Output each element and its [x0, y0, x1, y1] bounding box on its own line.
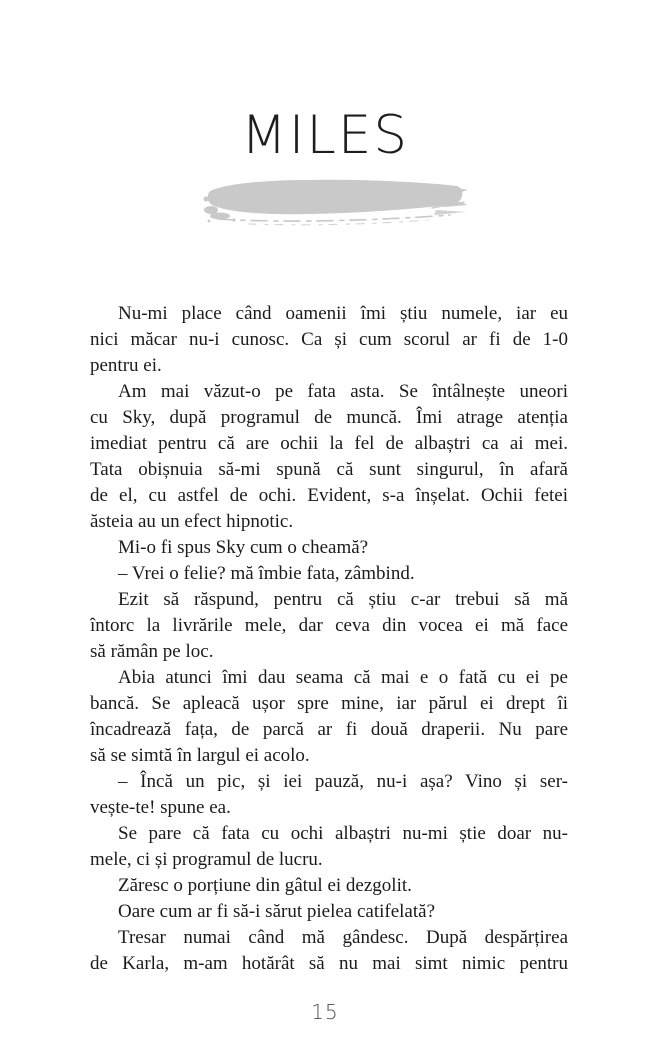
- text-line: întorc la livrările mele, dar ceva din vocea ei mă face: [90, 615, 568, 636]
- paragraph: [90, 379, 568, 535]
- paragraph: [90, 899, 568, 925]
- text-line: ăsteia au un efect hipnotic.: [90, 511, 294, 532]
- paragraph: [90, 873, 568, 899]
- text-line: Mi-o fi spus Sky cum o cheamă?: [118, 537, 369, 558]
- brush-stroke-icon: [200, 175, 468, 229]
- text-line: bancă. Se apleacă ușor spre mine, iar părul ei drept îi: [90, 693, 568, 714]
- chapter-title: MILES: [240, 105, 410, 166]
- text-line: Tresar numai când mă gândesc. După despărțirea: [118, 927, 568, 948]
- text-line: de el, cu astfel de ochi. Evident, s-a înșelat. Ochii fetei: [90, 485, 568, 506]
- text-line: să rămân pe loc.: [90, 641, 214, 662]
- text-line: să se simtă în largul ei acolo.: [90, 745, 310, 766]
- paragraph: [90, 821, 568, 873]
- page-number: 15: [311, 1000, 339, 1024]
- text-line: pentru ei.: [90, 355, 162, 376]
- text-line: Zăresc o porțiune din gâtul ei dezgolit.: [118, 875, 412, 896]
- text-line: – Vrei o felie? mă îmbie fata, zâmbind.: [118, 563, 415, 584]
- paragraph: [90, 561, 568, 587]
- brush-stroke-decoration: [200, 175, 468, 229]
- paragraph: [90, 769, 568, 821]
- text-line: vește-te! spune ea.: [90, 797, 231, 818]
- body-text: [90, 301, 568, 977]
- text-line: cu Sky, după programul de muncă. Îmi atrage atenția: [90, 407, 568, 428]
- text-line: Ezit să răspund, pentru că știu c-ar trebui să mă: [118, 589, 568, 610]
- paragraph: [90, 665, 568, 769]
- paragraph: [90, 301, 568, 379]
- paragraph: [90, 925, 568, 977]
- text-line: Oare cum ar fi să-i sărut pielea catifelată?: [118, 901, 436, 922]
- text-line: Am mai văzut-o pe fata asta. Se întâlnește uneori: [118, 381, 568, 402]
- text-line: Tata obișnuia să-mi spună că sunt singurul, în afară: [90, 459, 568, 480]
- text-line: Nu-mi place când oamenii îmi știu numele, iar eu: [118, 303, 568, 324]
- text-line: – Încă un pic, și iei pauză, nu-i așa? Vino și ser-: [118, 771, 568, 792]
- text-line: Se pare că fata cu ochi albaștri nu-mi știe doar nu-: [118, 823, 568, 844]
- paragraph: [90, 535, 568, 561]
- text-line: imediat pentru că are ochii la fel de albaștri ca ai mei.: [90, 433, 568, 454]
- paragraph: [90, 587, 568, 665]
- text-line: mele, ci și programul de lucru.: [90, 849, 323, 870]
- text-line: nici măcar nu-i cunosc. Ca și cum scorul ar fi de 1-0: [90, 329, 568, 350]
- text-line: Abia atunci îmi dau seama că mai e o fată cu ei pe: [118, 667, 568, 688]
- text-line: de Karla, m-am hotărât să nu mai simt nimic pentru: [90, 953, 568, 974]
- text-line: încadrează fața, de parcă ar fi două draperii. Nu pare: [90, 719, 568, 740]
